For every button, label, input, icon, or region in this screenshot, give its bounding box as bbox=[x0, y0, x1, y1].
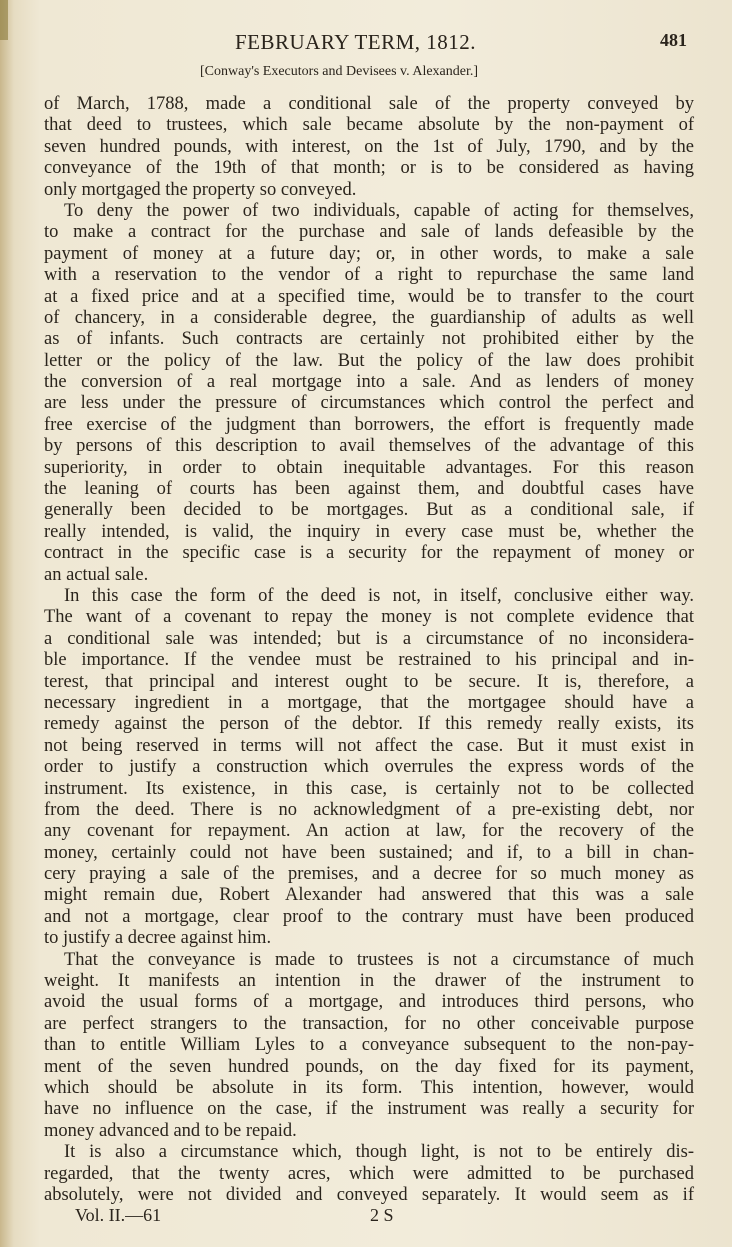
page-number: 481 bbox=[660, 30, 687, 50]
text-line: remedy against the person of the debtor. If this remedy really exists, its bbox=[44, 714, 694, 735]
text-line: order to justify a construction which overrules the express words of the bbox=[44, 757, 694, 778]
text-line: free exercise of the judgment than borrowers, the effort is frequently made bbox=[44, 414, 694, 435]
text-line: The want of a covenant to repay the money is not complete evidence that bbox=[44, 607, 694, 628]
text-line: and not a mortgage, clear proof to the contrary must have been produced bbox=[44, 906, 694, 927]
text-line: which should be absolute in its form. This intention, however, would bbox=[44, 1077, 694, 1098]
text-line: payment of money at a future day; or, in other words, to make a sale bbox=[44, 243, 694, 264]
text-line: To deny the power of two individuals, capable of acting for themselves, bbox=[64, 200, 694, 221]
paragraph bbox=[44, 586, 694, 950]
text-line: an actual sale. bbox=[44, 564, 149, 585]
paragraph bbox=[44, 94, 694, 201]
text-line: the leaning of courts has been against them, and doubtful cases have bbox=[44, 479, 694, 500]
text-line: might remain due, Robert Alexander had answered that this was a sale bbox=[44, 885, 694, 906]
text-line: as of infants. Such contracts are certainly not prohibited either by the bbox=[44, 329, 694, 350]
text-line: letter or the policy of the law. But the policy of the law does prohibit bbox=[44, 350, 694, 371]
text-line: from the deed. There is no acknowledgment of a pre-existing debt, nor bbox=[44, 799, 694, 820]
text-line: are perfect strangers to the transaction, for no other conceivable purpose bbox=[44, 1013, 694, 1034]
paragraph bbox=[44, 1142, 694, 1206]
text-line: necessary ingredient in a mortgage, that the mortgagee should have a bbox=[44, 692, 694, 713]
text-line: that deed to trustees, which sale became absolute by the non-payment of bbox=[44, 115, 694, 136]
text-line: are less under the pressure of circumstances which control the perfect and bbox=[44, 393, 694, 414]
text-line: weight. It manifests an intention in the drawer of the instrument to bbox=[44, 971, 694, 992]
text-line: ment of the seven hundred pounds, on the day fixed for its payment, bbox=[44, 1056, 694, 1077]
text-line: instrument. Its existence, in this case, is certainly not to be collected bbox=[44, 778, 694, 799]
text-line: of chancery, in a considerable degree, the guardianship of adults as well bbox=[44, 307, 694, 328]
text-line: conveyance of the 19th of that month; or is to be considered as having bbox=[44, 158, 694, 179]
text-line: by persons of this description to avail themselves of the advantage of this bbox=[44, 436, 694, 457]
text-line: any covenant for repayment. An action at law, for the recovery of the bbox=[44, 821, 694, 842]
paragraph bbox=[44, 201, 694, 586]
text-line: contract in the specific case is a security for the repayment of money or bbox=[44, 543, 694, 564]
text-line: only mortgaged the property so conveyed. bbox=[44, 179, 357, 200]
text-line: seven hundred pounds, with interest, on the 1st of July, 1790, and by the bbox=[44, 136, 694, 157]
volume-marker: Vol. II.—61 bbox=[75, 1205, 162, 1225]
text-line: superiority, in order to obtain inequitable advantages. For this reason bbox=[44, 457, 694, 478]
body-text bbox=[44, 94, 694, 1206]
text-line: a conditional sale was intended; but is a circumstance of no inconsidera- bbox=[44, 628, 694, 649]
text-line: the conversion of a real mortgage into a sale. And as lenders of money bbox=[44, 372, 694, 393]
text-line: avoid the usual forms of a mortgage, and introduces third persons, who bbox=[44, 992, 694, 1013]
text-line: regarded, that the twenty acres, which were admitted to be purchased bbox=[44, 1163, 694, 1184]
text-line: ble importance. If the vendee must be restrained to his principal and in- bbox=[44, 650, 694, 671]
text-line: absolutely, were not divided and conveyed separately. It would seem as if bbox=[44, 1184, 694, 1205]
signature-mark: 2 S bbox=[370, 1205, 394, 1225]
case-title: [Conway's Executors and Devisees v. Alexander.] bbox=[200, 64, 479, 79]
text-line: really intended, is valid, the inquiry in every case must be, whether the bbox=[44, 521, 694, 542]
paragraph bbox=[44, 950, 694, 1143]
running-title: FEBRUARY TERM, 1812. bbox=[235, 30, 477, 54]
text-line: than to entitle William Lyles to a conveyance subsequent to the non-pay- bbox=[44, 1035, 694, 1056]
text-line: generally been decided to be mortgages. But as a conditional sale, if bbox=[44, 500, 694, 521]
text-line: terest, that principal and interest ought to be secure. It is, therefore, a bbox=[44, 671, 694, 692]
page-header bbox=[0, 30, 732, 54]
text-line: money advanced and to be repaid. bbox=[44, 1120, 297, 1141]
text-line: It is also a circumstance which, though light, is not to be entirely dis- bbox=[64, 1142, 694, 1163]
text-line: not being reserved in terms will not affect the case. But it must exist in bbox=[44, 735, 694, 756]
text-line: That the conveyance is made to trustees is not a circumstance of much bbox=[64, 949, 694, 970]
text-line: of March, 1788, made a conditional sale of the property conveyed by bbox=[44, 94, 694, 114]
text-line: at a fixed price and at a specified time, would be to transfer to the court bbox=[44, 286, 694, 307]
text-line: money, certainly could not have been sustained; and if, to a bill in chan- bbox=[44, 842, 694, 863]
text-line: with a reservation to the vendor of a right to repurchase the same land bbox=[44, 265, 694, 286]
text-line: to make a contract for the purchase and sale of lands defeasible by the bbox=[44, 222, 694, 243]
text-line: In this case the form of the deed is not, in itself, conclusive either way. bbox=[64, 585, 694, 606]
text-line: cery praying a sale of the premises, and a decree for so much money as bbox=[44, 864, 694, 885]
text-line: to justify a decree against him. bbox=[44, 928, 272, 949]
text-line: have no influence on the case, if the instrument was really a security for bbox=[44, 1099, 694, 1120]
